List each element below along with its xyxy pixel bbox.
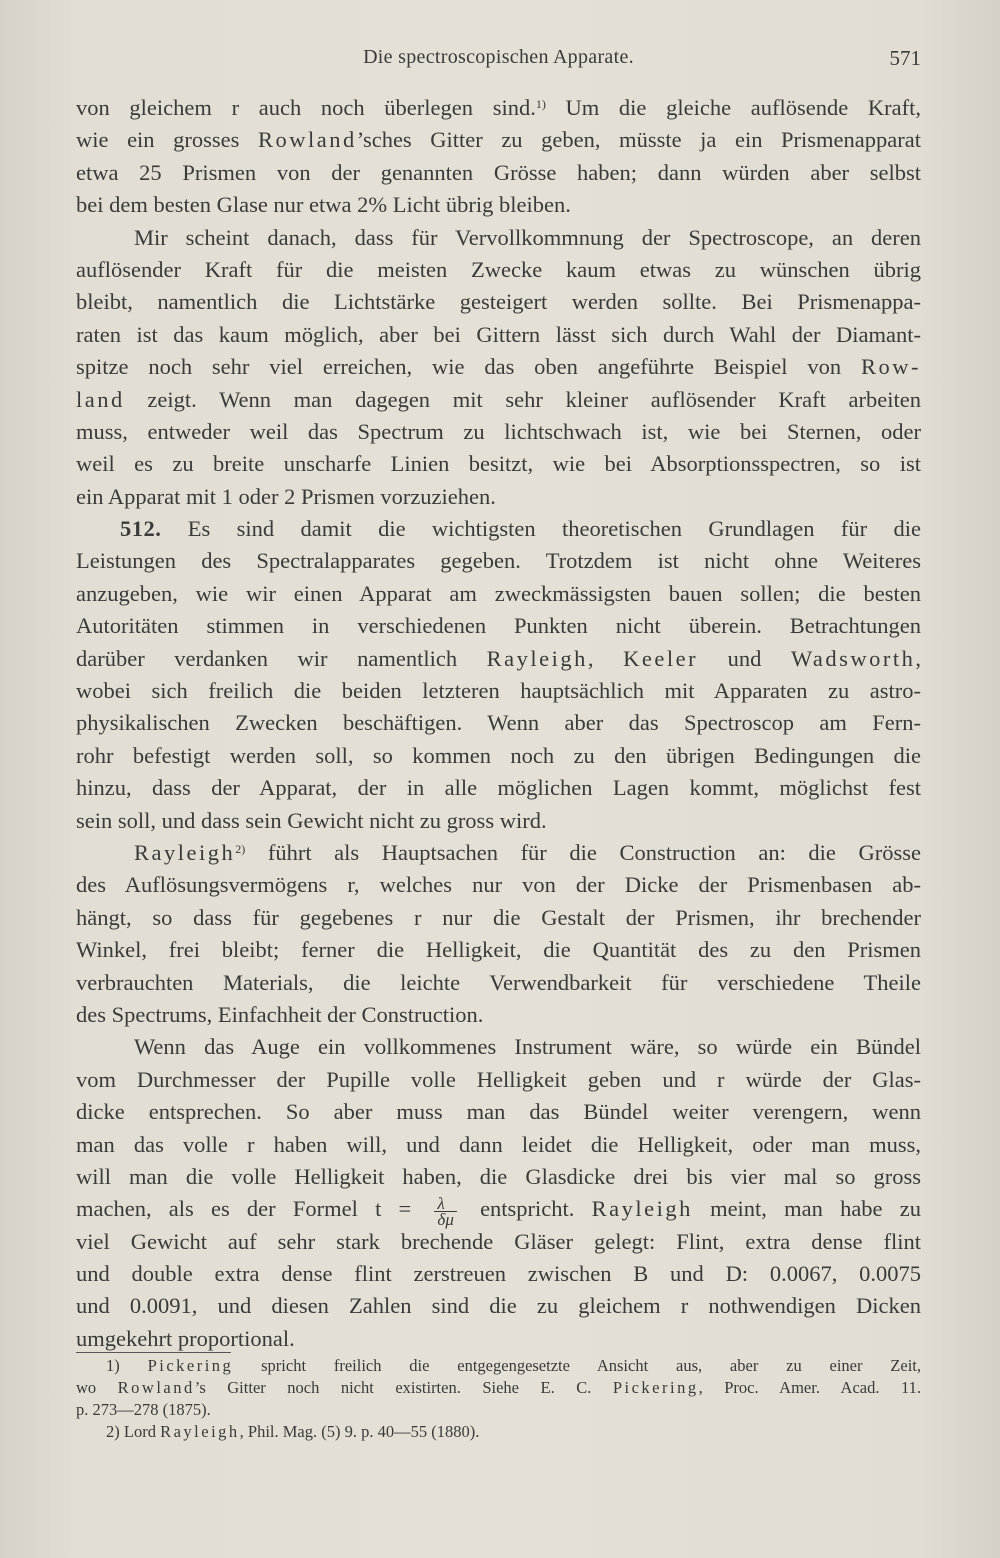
text-line: etwa 25 Prismen von der genannten Grösse haben; dann würden aber selbst <box>76 159 921 185</box>
running-head <box>76 46 921 76</box>
text-line: 512. Es sind damit die wichtigsten theoretischen Grundlagen für die <box>76 513 921 545</box>
page-number: 571 <box>889 46 921 70</box>
footnotes <box>76 1355 921 1443</box>
spaced-name: Rayleigh <box>486 645 588 671</box>
text-line: Mir scheint danach, dass für Vervollkommnung der Spectroscope, an deren <box>134 224 921 250</box>
text-line: Autoritäten stimmen in verschiedenen Punkten nicht überein. Betrachtungen <box>76 613 921 639</box>
text-line: des Auflösungsvermögens r, welches nur von der Dicke der Prismenbasen ab- <box>76 872 921 898</box>
footnote-ref: 2) <box>235 841 246 856</box>
text-line: sein soll, und dass sein Gewicht nicht zu gross wird. <box>76 807 547 833</box>
footnote-line: p. 273—278 (1875). <box>76 1400 211 1419</box>
page-header-title: Die spectroscopischen Apparate. <box>363 46 634 68</box>
fraction-numerator: λ <box>434 1196 456 1212</box>
text-line: wobei sich freilich die beiden letzteren hauptsächlich mit Apparaten zu astro- <box>76 678 921 704</box>
footnote-line: 1) Pickering spricht freilich die entgegengesetzte Ansicht aus, aber zu einer Zeit, <box>106 1356 921 1375</box>
text-line: muss, entweder weil das Spectrum zu lichtschwach ist, wie bei Sternen, oder <box>76 418 921 444</box>
spaced-name: Pickering <box>612 1378 699 1397</box>
spaced-name: Pickering <box>147 1356 234 1375</box>
text-line: hinzu, dass der Apparat, der in alle möglichen Lagen kommt, möglichst fest <box>76 775 921 801</box>
spaced-name: Rayleigh <box>134 839 236 865</box>
text-line: machen, als es der Formel t = $\frac{\lambda}{\delta\mu}$ entspricht. Rayleigh meint, man habe zu <box>76 1193 921 1229</box>
fraction-denominator: δμ <box>437 1209 454 1229</box>
text-line: dicke entsprechen. So aber muss man das Bündel weiter verengern, wenn <box>76 1099 921 1125</box>
footnote-line: wo Rowland’s Gitter noch nicht existirten. Siehe E. C. Pickering, Proc. Amer. Acad. 11. <box>76 1378 921 1397</box>
text-line: verbrauchten Materials, die leichte Verwendbarkeit für verschiedene Theile <box>76 969 921 995</box>
text-line: umgekehrt proportional. <box>76 1325 295 1351</box>
spaced-name: Rowland <box>257 127 357 153</box>
footnote-divider <box>76 1352 231 1353</box>
text-line: raten ist das kaum möglich, aber bei Gittern lässt sich durch Wahl der Diamant- <box>76 321 921 347</box>
text-line: Wenn das Auge ein vollkommenes Instrument wäre, so würde ein Bündel <box>134 1034 921 1060</box>
text-line: will man die volle Helligkeit haben, die Glasdicke drei bis vier mal so gross <box>76 1163 921 1189</box>
text-line: viel Gewicht auf sehr stark brechende Gläser gelegt: Flint, extra dense flint <box>76 1228 921 1254</box>
footnote-ref: 1) <box>535 97 546 111</box>
text-line: Rayleigh$^{2)}$ führt als Hauptsachen für die Construction an: die Grösse <box>134 839 921 865</box>
footnote-line: 2) Lord Rayleigh, Phil. Mag. (5) 9. p. 40—55 (1880). <box>106 1422 480 1441</box>
text-line: hängt, so dass für gegebenes r nur die Gestalt der Prismen, ihr brechender <box>76 904 921 930</box>
text-line: weil es zu breite unscharfe Linien besitzt, wie bei Absorptionsspectren, so ist <box>76 451 921 477</box>
text-line: bleibt, namentlich die Lichtstärke gesteigert werden sollte. Bei Prismenappa- <box>76 289 921 315</box>
spaced-name: Row- <box>861 354 921 380</box>
section-number: 512. <box>120 516 162 542</box>
text-line: Leistungen des Spectralapparates gegeben. Trotzdem ist nicht ohne Weiteres <box>76 548 921 574</box>
text-line: anzugeben, wie wir einen Apparat am zweckmässigsten bauen sollen; die besten <box>76 580 921 606</box>
text-line: wie ein grosses Rowland’sches Gitter zu geben, müsste ja ein Prismenapparat <box>76 127 921 153</box>
text-line: man das volle r haben will, und dann leidet die Helligkeit, oder man muss, <box>76 1131 921 1157</box>
text-line: bei dem besten Glase nur etwa 2% Licht übrig bleiben. <box>76 192 571 218</box>
text-line: ein Apparat mit 1 oder 2 Prismen vorzuziehen. <box>76 483 496 509</box>
spaced-name: Rowland <box>117 1378 195 1397</box>
text-line: auflösender Kraft für die meisten Zwecke kaum etwas zu wünschen übrig <box>76 256 921 282</box>
text-line: physikalischen Zwecken beschäftigen. Wenn aber das Spectroscop am Fern- <box>76 710 921 736</box>
text-line: und double extra dense flint zerstreuen zwischen B und D: 0.0067, 0.0075 <box>76 1261 921 1287</box>
text-line: darüber verdanken wir namentlich Rayleigh, Keeler und Wadsworth, <box>76 645 922 671</box>
body-text <box>76 92 921 1355</box>
text-line: rohr befestigt werden soll, so kommen noch zu den übrigen Bedingungen die <box>76 742 921 768</box>
text-line: spitze noch sehr viel erreichen, wie das oben angeführte Beispiel von Row- <box>76 354 921 380</box>
spaced-name: Rayleigh <box>591 1196 693 1222</box>
spaced-name: Rayleigh <box>160 1422 240 1441</box>
text-line: vom Durchmesser der Pupille volle Helligkeit geben und r würde der Glas- <box>76 1066 921 1092</box>
text-line: von gleichem r auch noch überlegen sind.$^{1)}$ Um die gleiche auflösende Kraft, <box>76 95 921 120</box>
text-line: des Spectrums, Einfachheit der Construction. <box>76 1001 484 1027</box>
text-line: Winkel, frei bleibt; ferner die Helligkeit, die Quantität des zu den Prismen <box>76 937 921 963</box>
spaced-name: Wadsworth <box>790 645 916 671</box>
text-line: und 0.0091, und diesen Zahlen sind die zu gleichem r nothwendigen Dicken <box>76 1293 921 1319</box>
spaced-name: Keeler <box>623 645 699 671</box>
spaced-name: land <box>76 386 125 412</box>
text-line: land zeigt. Wenn man dagegen mit sehr kleiner auflösender Kraft arbeiten <box>76 386 921 412</box>
formula-fraction <box>434 1193 456 1229</box>
